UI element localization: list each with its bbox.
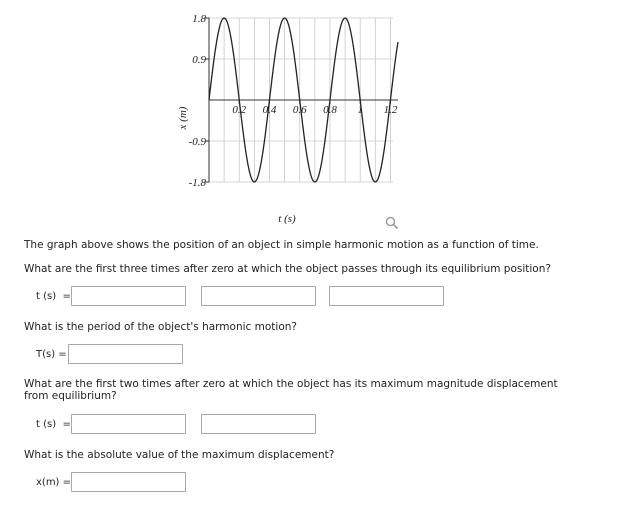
x-tick-label: 1.2 [383,104,398,116]
q1-answer-2[interactable] [201,286,316,306]
question-3: What are the first two times after zero at which the object has its maximum magnitude displacement from equilibrium? [24,378,558,402]
question-4: What is the absolute value of the maximum displacement? [24,449,335,461]
q4-answer[interactable] [71,472,186,492]
y-tick-label: -1.8 [188,177,206,189]
x-tick-label: 0.2 [232,104,247,116]
chart-axes [209,18,398,182]
x-tick-label: 0.4 [262,104,277,116]
q1-answer-3[interactable] [329,286,444,306]
question-1: What are the first three times after zero at which the object passes through its equilibrium position? [24,263,551,275]
graph-description: The graph above shows the position of an object in simple harmonic motion as a function of time. [24,239,539,251]
q2-label: T(s) = [36,349,67,360]
q3-label: t (s) = [36,419,71,430]
y-tick-label: -0.9 [188,136,206,148]
y-axis-label: x (m) [177,106,189,130]
q2-answer[interactable] [68,344,183,364]
question-2: What is the period of the object's harmonic motion? [24,321,297,333]
q1-label: t (s) = [36,291,71,302]
magnifier-icon[interactable] [385,216,399,230]
x-axis-label: t (s) [278,213,296,225]
q3-answer-1[interactable] [71,414,186,434]
x-tick-label: 0.8 [323,104,337,116]
chart-ticks [189,13,398,189]
position-time-graph [0,0,619,235]
q4-label: x(m) = [36,477,72,488]
y-tick-label: 1.8 [192,13,206,25]
y-tick-label: 0.9 [192,54,206,66]
q1-answer-1[interactable] [71,286,186,306]
x-tick-label: 1 [357,104,363,116]
q3-answer-2[interactable] [201,414,316,434]
x-tick-label: 0.6 [292,104,307,116]
